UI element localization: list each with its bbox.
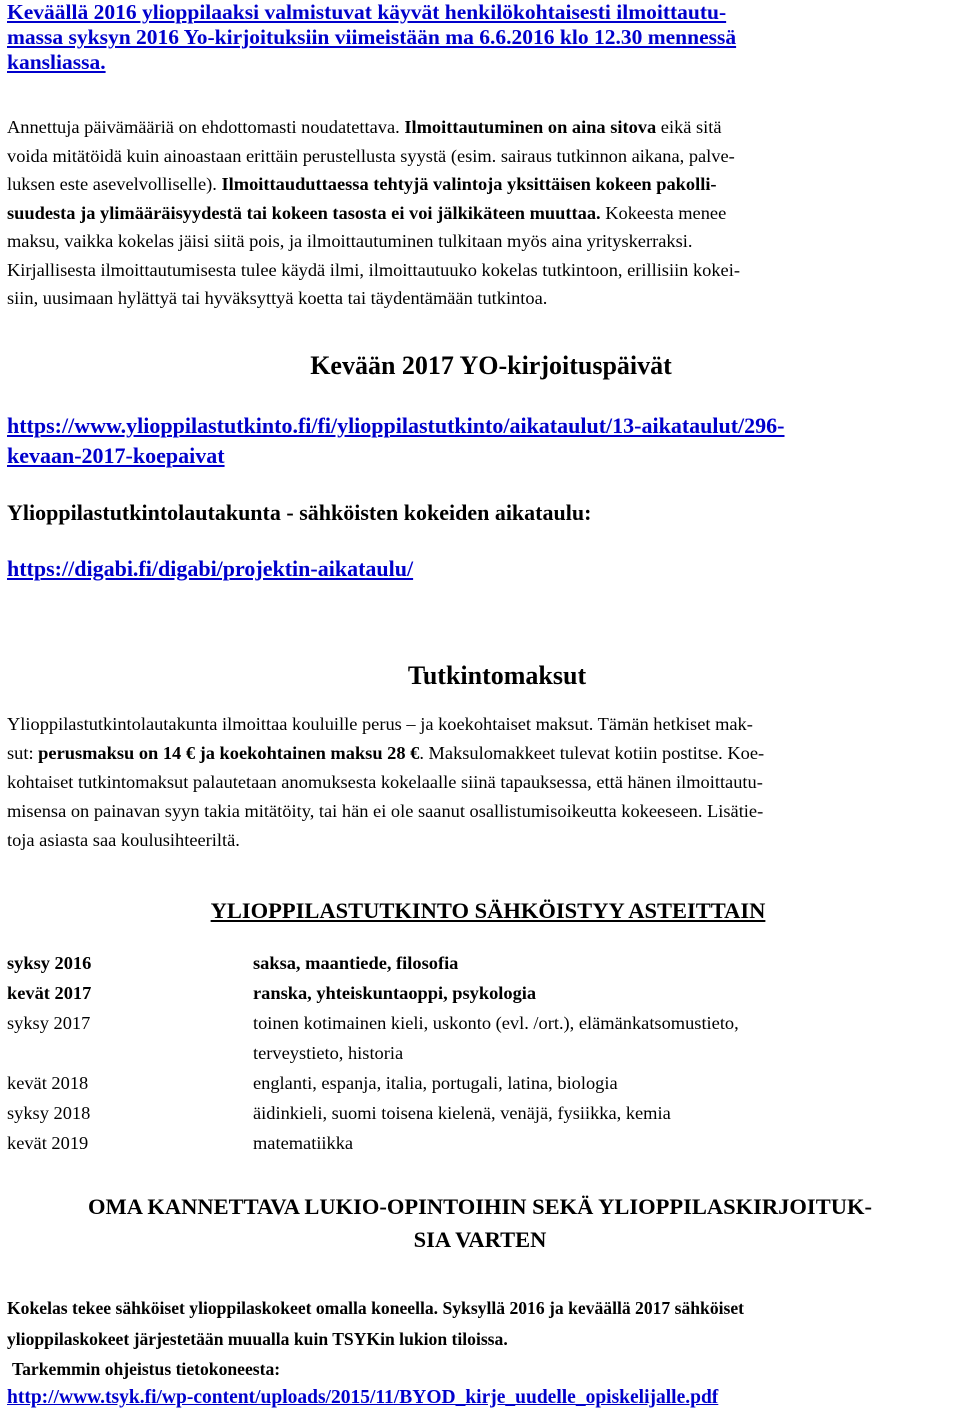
schedule-row [7, 1098, 952, 1128]
paragraph-line: Kirjallisesta ilmoittautumisesta tulee käydä ilmi, ilmoittautuuko kokelas tutkintoon, erillisiin kokei- [7, 259, 740, 280]
text-run: eikä sitä [656, 117, 722, 137]
text-run: sut: [7, 743, 39, 763]
electronic-exams-schedule [7, 948, 952, 1158]
schedule-term: syksy 2016 [7, 953, 92, 973]
electronic-exams-heading: YLIOPPILASTUTKINTO SÄHKÖISTYY ASTEITTAIN [210, 898, 766, 923]
enrollment-heading-line: kansliassa. [7, 50, 106, 74]
text-run: luksen este asevelvolliselle). [7, 174, 222, 194]
paragraph-line: maksu, vaikka kokelas jäisi siitä pois, ja ilmoittautuminen tulkitaan myös aina yrityskerraksi. [7, 231, 693, 251]
text-run: Annettuja päivämääriä on ehdottomasti noudatettava. [7, 117, 405, 137]
bold-text-run: suudesta ja ylimääräisyydestä tai kokeen tasosta ei voi jälkikäteen muuttaa. [7, 202, 601, 223]
schedule-subjects: saksa, maantiede, filosofia [253, 953, 459, 973]
schedule-term: syksy 2017 [7, 1013, 91, 1033]
laptop-heading [0, 1190, 960, 1256]
schedule-term: kevät 2017 [7, 983, 92, 1003]
paragraph-line [7, 170, 952, 199]
paragraph-line: ylioppilaskokeet järjestetään muualla kuin TSYKin lukion tiloissa. [7, 1329, 508, 1349]
schedule-row [7, 1008, 952, 1038]
schedule-row [7, 1128, 952, 1158]
paragraph-line [7, 199, 952, 228]
paragraph-line: Kokelas tekee sähköiset ylioppilaskokeet omalla koneella. Syksyllä 2016 ja keväällä 2017 sähköiset [7, 1298, 745, 1318]
schedule-subjects: englanti, espanja, italia, portugali, latina, biologia [253, 1073, 618, 1093]
schedule-subjects: terveystieto, historia [253, 1043, 404, 1063]
schedule-row [7, 948, 952, 978]
link-line[interactable]: kevaan-2017-koepaivat [7, 443, 225, 468]
paragraph-line: voida mitätöidä kuin ainoastaan erittäin perustellusta syystä (esim. sairaus tutkinnon aikana, palve- [7, 145, 735, 166]
paragraph-line: kohtaiset tutkintomaksut palautetaan anomuksesta kokelaalle siinä tapauksessa, että hänen ilmoittautu- [7, 772, 763, 792]
schedule-term [7, 1038, 253, 1068]
paragraph-line: misensa on painavan syyn takia mitätöity, tai hän ei ole saanut osallistumisoikeutta kokeeseen. Lisätie- [7, 801, 764, 821]
schedule-row [7, 1038, 952, 1068]
enrollment-paragraph [7, 113, 952, 313]
link-line[interactable]: https://www.ylioppilastutkinto.fi/fi/ylioppilastutkinto/aikataulut/13-aikataulut/296- [7, 413, 785, 438]
instructions-label: Tarkemmin ohjeistus tietokoneesta: [12, 1359, 281, 1379]
paragraph-line: Ylioppilastutkintolautakunta ilmoittaa kouluille perus – ja koekohtaiset maksut. Tämän hetkiset mak- [7, 714, 753, 734]
laptop-heading-line: SIA VARTEN [413, 1227, 547, 1252]
byod-instructions-link[interactable]: http://www.tsyk.fi/wp-content/uploads/2015/11/BYOD_kirje_uudelle_opiskelijalle.pdf [7, 1387, 719, 1408]
paragraph-line [7, 113, 952, 142]
paragraph-line: toja asiasta saa koulusihteeriltä. [7, 830, 240, 850]
text-run: . Maksulomakkeet tulevat kotiin postitse. Koe- [419, 743, 765, 763]
enrollment-heading-line: massa syksyn 2016 Yo-kirjoituksiin viimeistään ma 6.6.2016 klo 12.30 mennessä [7, 25, 737, 49]
text-run: Kokeesta menee [600, 202, 727, 223]
paragraph-line [7, 739, 952, 768]
bold-text-run: Ilmoittauduttaessa tehtyjä valintoja yksittäisen kokeen pakolli- [221, 174, 717, 194]
schedule-row [7, 1068, 952, 1098]
enrollment-heading [7, 0, 952, 75]
schedule-subjects: äidinkieli, suomi toisena kielenä, venäjä, fysiikka, kemia [253, 1103, 671, 1123]
fees-heading: Tutkintomaksut [407, 661, 587, 690]
schedule-term: kevät 2018 [7, 1073, 89, 1093]
enrollment-heading-line: Keväällä 2016 ylioppilaaksi valmistuvat käyvät henkilökohtaisesti ilmoittautu- [7, 0, 727, 24]
digabi-schedule-link[interactable]: https://digabi.fi/digabi/projektin-aikataulu/ [7, 556, 414, 581]
schedule-term: syksy 2018 [7, 1103, 91, 1123]
schedule-row [7, 978, 952, 1008]
exam-dates-heading: Kevään 2017 YO-kirjoituspäivät [310, 351, 672, 380]
laptop-paragraph [7, 1293, 959, 1355]
schedule-subjects: ranska, yhteiskuntaoppi, psykologia [253, 983, 537, 1003]
paragraph-line: siin, uusimaan hylättyä tai hyväksyttyä koetta tai täydentämään tutkintoa. [7, 288, 548, 308]
laptop-heading-line: OMA KANNETTAVA LUKIO-OPINTOIHIN SEKÄ YLIOPPILASKIRJOITUK- [88, 1194, 872, 1219]
schedule-subjects: matematiikka [253, 1133, 354, 1153]
ytl-schedule-label: Ylioppilastutkintolautakunta - sähköisten kokeiden aikataulu: [7, 500, 592, 525]
bold-text-run: Ilmoittautuminen on aina sitova [404, 117, 657, 137]
exam-dates-link[interactable] [7, 411, 952, 471]
schedule-subjects: toinen kotimainen kieli, uskonto (evl. /ort.), elämänkatsomustieto, [253, 1013, 739, 1033]
schedule-term: kevät 2019 [7, 1133, 89, 1153]
bold-text-run: perusmaksu on 14 € ja koekohtainen maksu 28 € [38, 743, 420, 763]
fees-paragraph [7, 710, 952, 855]
